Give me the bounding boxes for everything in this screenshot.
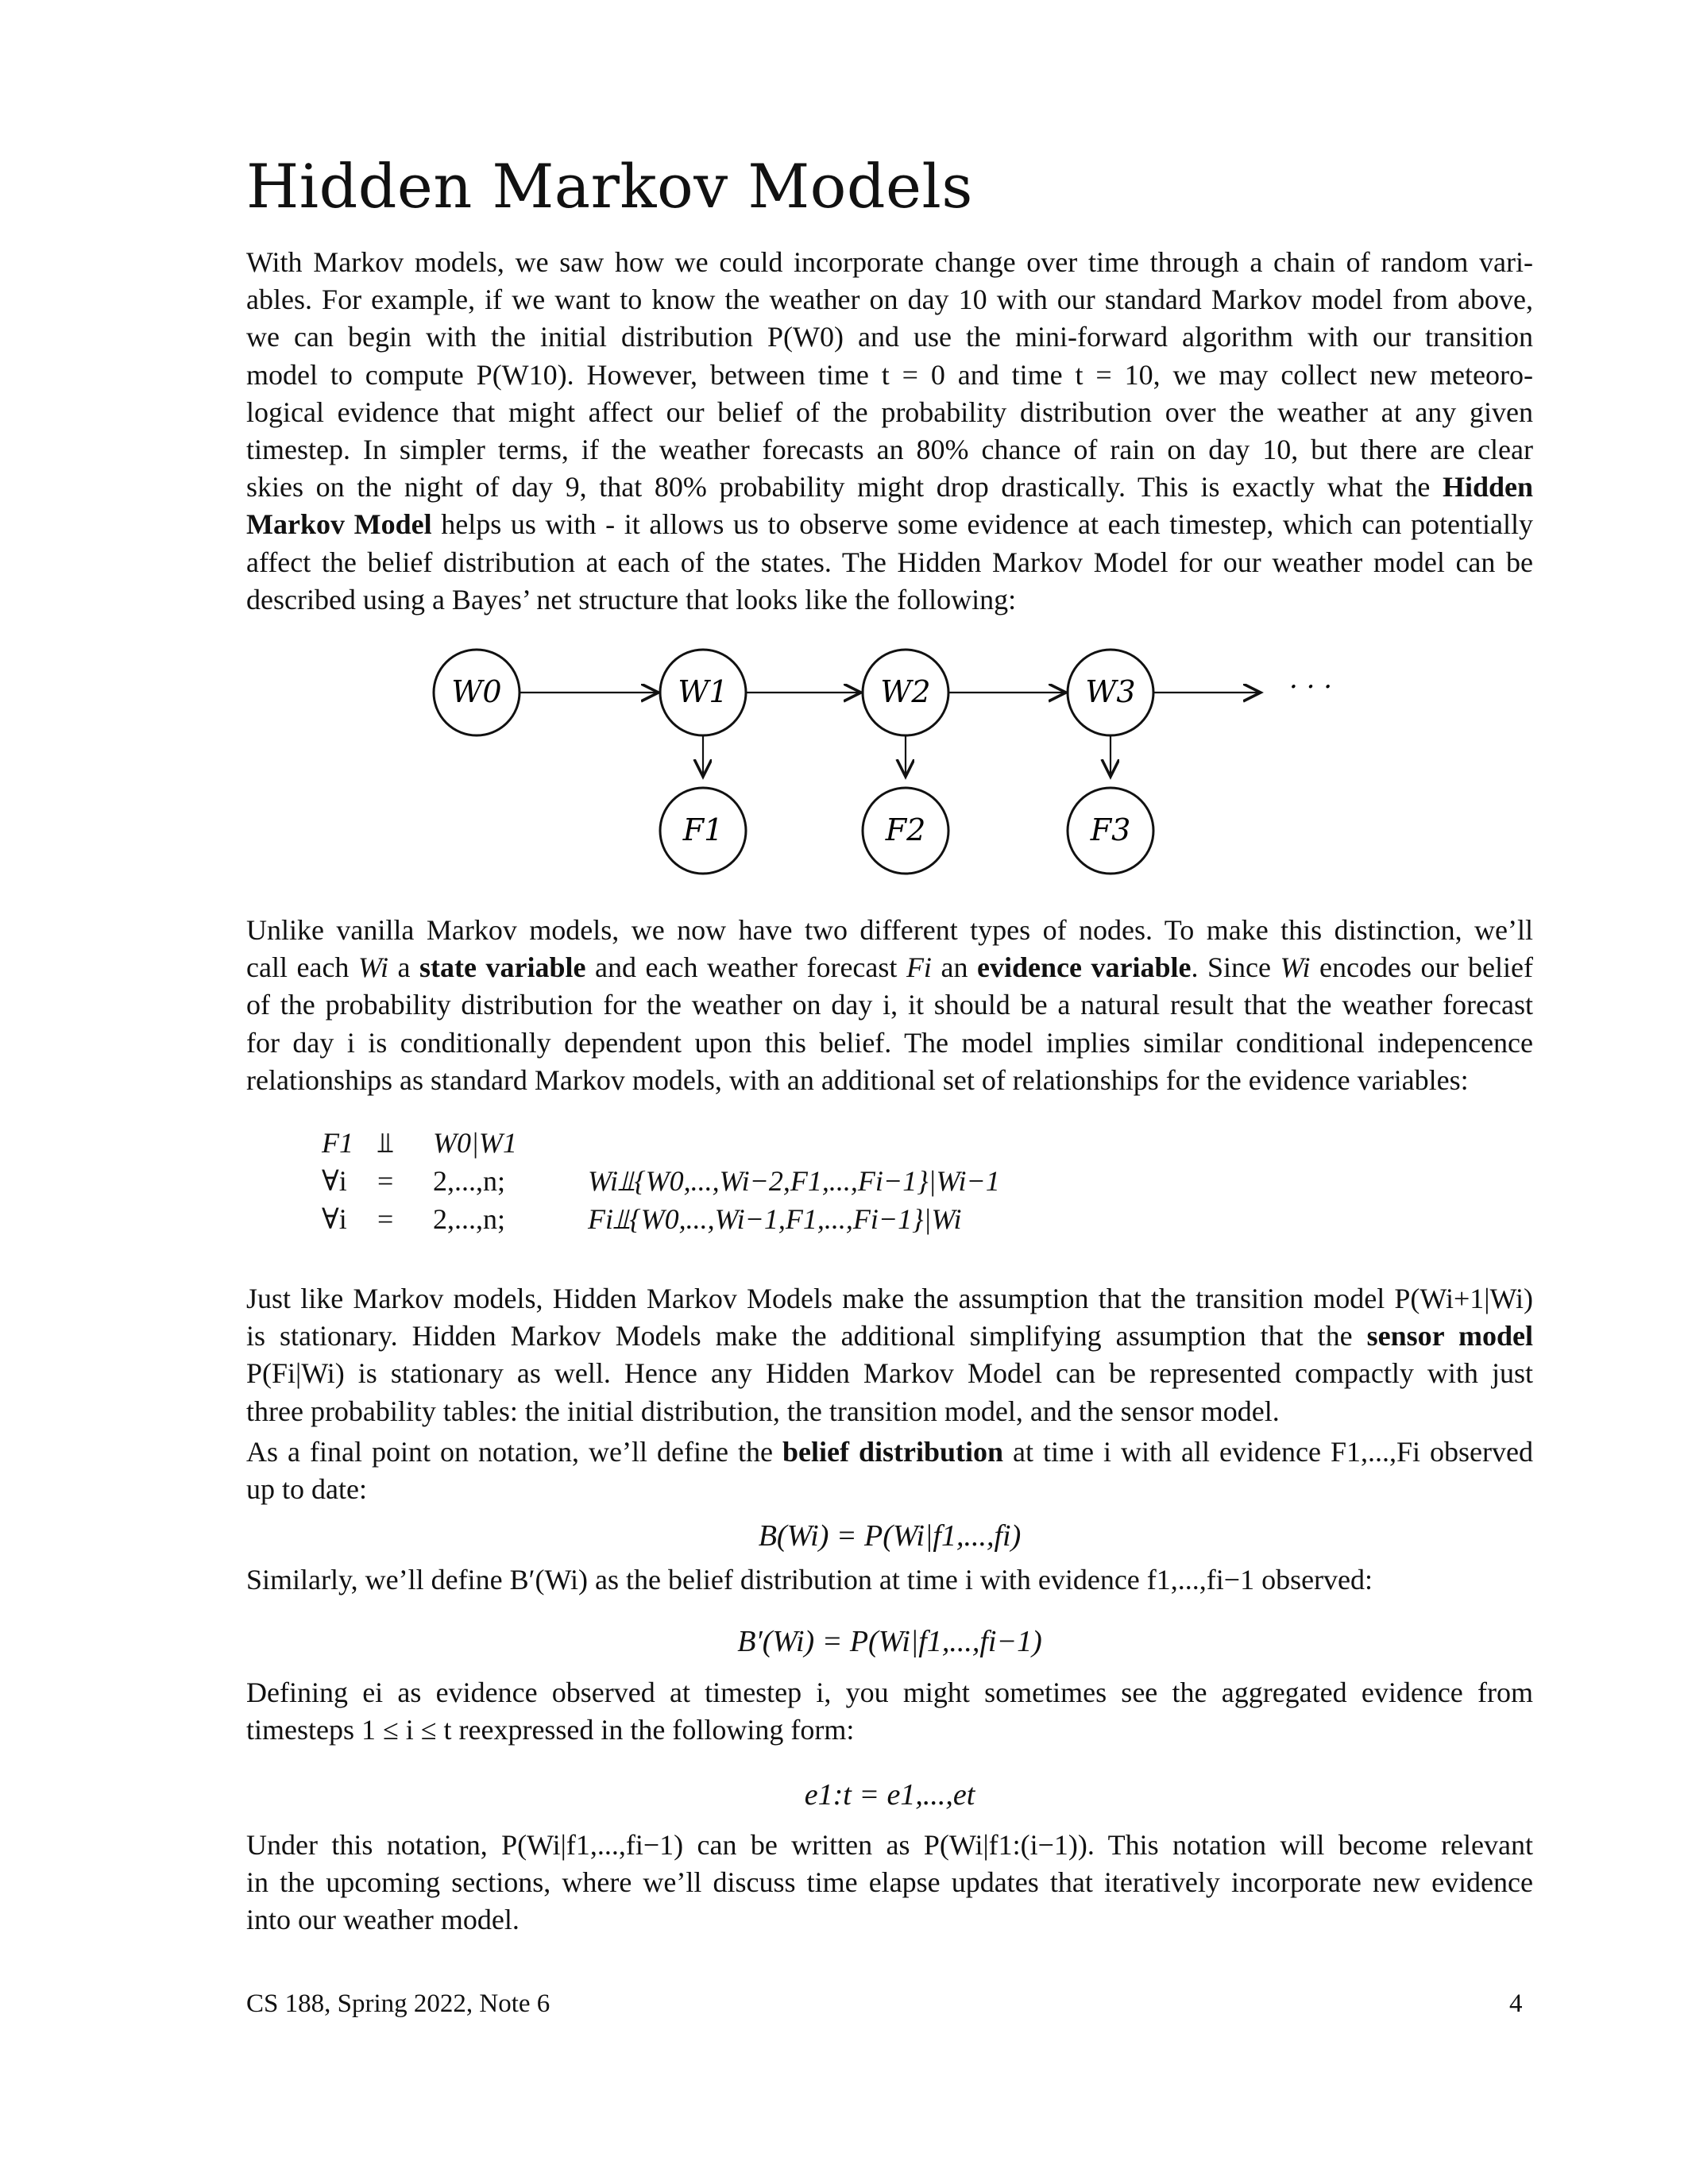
closing-paragraph [246,1827,1533,1939]
intro-line: described using a Bayes’ net structure that looks like the following: [246,583,1017,615]
independence-row [322,1126,1196,1164]
evidence-notation-paragraph [246,1674,1533,1749]
text: a [388,951,420,984]
intro-line: ables. For example, if we want to know the weather on day 10 with our standard Markov model from above, [246,284,1533,316]
para-line: Defining ei as evidence observed at timestep i, you might sometimes see the aggregated evidence from [246,1677,1533,1708]
text: an [931,951,977,984]
state-node-w0 [434,650,520,735]
state-node-w3 [1068,650,1153,735]
para-line: Under this notation, P(Wi|f1,...,fi−1) can be written as P(Wi|f1:(i−1)). This notation will become relevant [246,1829,1533,1861]
para-line: up to date: [246,1473,367,1506]
state-node-label: W0 [451,674,502,709]
text: . Since [1191,951,1280,984]
sensor-model-term: sensor model [1366,1320,1534,1352]
relation-lhs: F1 [322,1127,353,1159]
state-node-w2 [863,650,948,735]
independence-row [322,1164,1196,1202]
belief-paragraph [246,1433,1533,1508]
para-line: P(Fi|Wi) is stationary as well. Hence any Hidden Markov Model can be represented compactly with just [246,1357,1533,1390]
evidence-node-f3 [1068,788,1153,874]
text: and each weather forecast [585,951,906,984]
state-node-w1 [660,650,746,735]
evidence-node-label: F2 [885,812,926,847]
math-fi: Fi [906,951,932,984]
text: is stationary. Hidden Markov Models make the additional simplifying assumption that the [246,1320,1367,1352]
relation-rhs: 2,...,n; [433,1203,506,1235]
para-line: into our weather model. [246,1904,520,1936]
relation-op: = [377,1203,394,1235]
intro-line: model to compute P(W10). However, between time t = 0 and time t = 10, we may collect new meteoro- [246,358,1533,391]
relation-rhs: 2,...,n; [433,1165,506,1197]
independence-row [322,1202,1196,1241]
intro-line [246,506,1533,543]
intro-paragraph [246,244,1533,619]
state-variable-term: state variable [419,951,586,984]
evidence-node-label: F1 [682,812,724,847]
math-wi: Wi [357,951,388,984]
independence-relations [322,1126,1196,1241]
para-line: for day i is conditionally dependent upon this belief. The model implies similar conditional indepencence [246,1026,1533,1059]
prior-belief-paragraph: Similarly, we’ll define B′(Wi) as the belief distribution at time i with evidence f1,...,fi−1 observed: [246,1564,1373,1596]
evidence-node-f1 [660,788,746,874]
hmm-term: Hidden [1442,471,1533,504]
intro-line: With Markov models, we saw how we could incorporate change over time through a chain of random vari- [246,246,1533,278]
relation-lhs: ∀i [322,1165,347,1197]
para-line: in the upcoming sections, where we’ll discuss time elapse updates that iteratively incorporate new evidence [246,1866,1533,1899]
intro-text: skies on the night of day 9, that 80% probability might drop drastically. This is exactly what the [246,471,1443,504]
section-title: Hidden Markov Models [246,151,973,222]
hmm-term: Markov Model [246,508,432,541]
para-line: relationships as standard Markov models, with an additional set of relationships for the evidence variables: [246,1063,1469,1096]
para-line: of the probability distribution for the weather on day i, it should be a natural result that the weather forecast [246,989,1533,1021]
relation-body: Wi⫫{W0,...,Wi−2,F1,...,Fi−1}|Wi−1 [588,1165,1000,1197]
relation-body: Fi⫫{W0,...,Wi−1,F1,...,Fi−1}|Wi [588,1203,962,1235]
belief-distribution-term: belief distribution [782,1436,1004,1468]
state-node-label: W2 [880,674,931,709]
para-line [246,1433,1533,1471]
prior-belief-equation: B′(Wi) = P(Wi|f1,...,fi−1) [737,1625,1042,1658]
intro-line [246,469,1533,506]
evidence-variable-term: evidence variable [976,951,1192,984]
para-line [246,949,1533,986]
relation-rhs: W0|W1 [433,1127,517,1159]
evidence-node-f2 [863,788,948,874]
node-types-paragraph [246,912,1533,1099]
intro-line: we can begin with the initial distribution P(W0) and use the mini-forward algorithm with our transition [246,321,1533,353]
ellipsis: · · · [1288,671,1333,703]
relation-op: ⫫ [377,1127,394,1159]
footer-page-number: 4 [1509,1989,1523,2018]
text: As a final point on notation, we’ll define the [246,1436,782,1468]
stationarity-paragraph [246,1280,1533,1430]
math-wi: Wi [1280,951,1311,984]
text: at time i with all evidence F1,...,Fi observed [1003,1436,1533,1468]
para-line: three probability tables: the initial distribution, the transition model, and the sensor model. [246,1395,1280,1427]
evidence-node-label: F3 [1090,812,1131,847]
text: encodes our belief [1310,951,1534,984]
para-line: Just like Markov models, Hidden Markov Models make the assumption that the transition model P(Wi+1|Wi) [246,1283,1533,1314]
text: call each [246,951,358,984]
para-line [246,1318,1533,1355]
intro-line: logical evidence that might affect our belief of the probability distribution over the weather at any given [246,396,1533,428]
relation-lhs: ∀i [322,1203,347,1235]
relation-op: = [377,1165,394,1197]
footer-course-note: CS 188, Spring 2022, Note 6 [246,1989,550,2018]
hmm-bayes-net-diagram [429,635,1350,897]
state-node-label: W1 [678,674,728,709]
evidence-notation-equation: e1:t = e1,...,et [804,1778,975,1812]
intro-line: affect the belief distribution at each of the states. The Hidden Markov Model for our weather model can be [246,546,1533,578]
para-line: timesteps 1 ≤ i ≤ t reexpressed in the following form: [246,1714,855,1746]
intro-line: timestep. In simpler terms, if the weather forecasts an 80% chance of rain on day 10, but there are clear [246,434,1533,466]
intro-text: helps us with - it allows us to observe some evidence at each timestep, which can potentially [431,508,1533,541]
belief-equation: B(Wi) = P(Wi|f1,...,fi) [758,1519,1022,1553]
state-node-label: W3 [1085,674,1136,709]
para-line: Unlike vanilla Markov models, we now have two different types of nodes. To make this distinction, we’ll [246,914,1533,946]
